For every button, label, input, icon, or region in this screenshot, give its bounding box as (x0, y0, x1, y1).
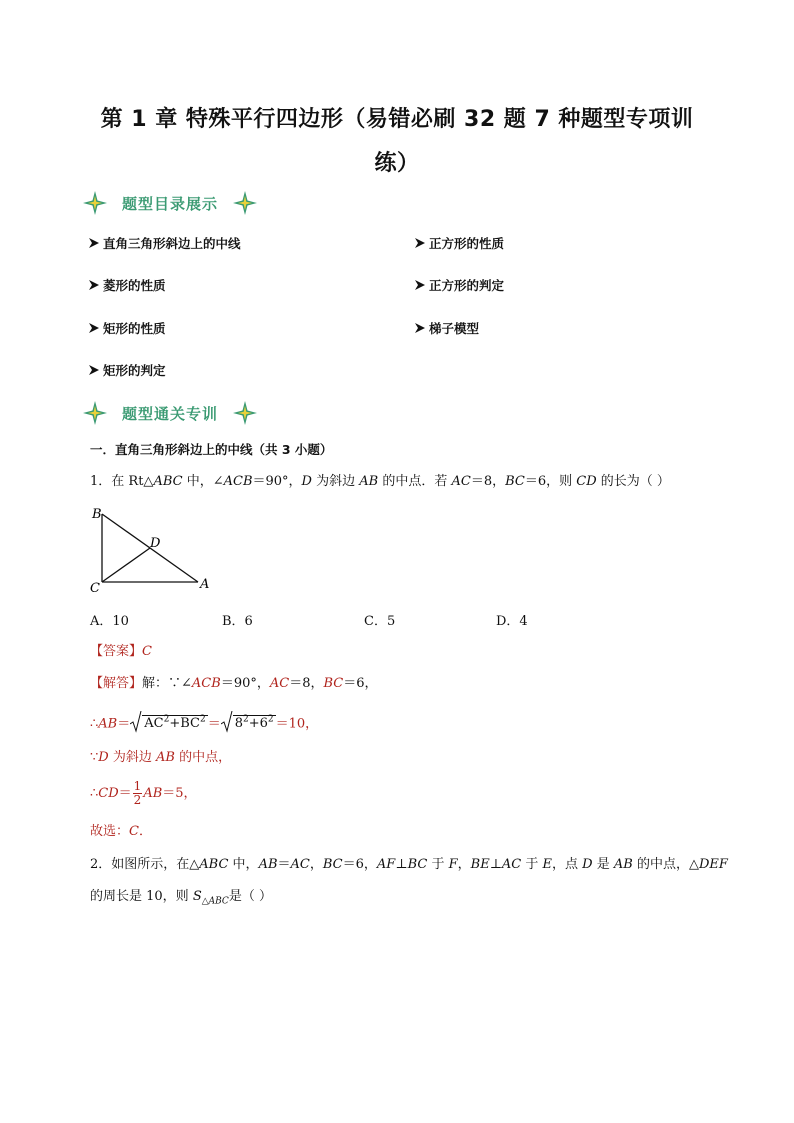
arrow-right-icon (88, 279, 100, 291)
label-d: D (150, 536, 161, 551)
toc-item-rectangle-properties[interactable]: 矩形的性质 (88, 319, 166, 337)
solution-line-5: 故选：C． (90, 824, 152, 839)
answer-value: C (142, 644, 152, 659)
section-heading: 一．直角三角形斜边上的中线（共 3 小题） (90, 442, 333, 457)
sqrt-expression-1: $AC^2+BC^2$ (130, 710, 207, 734)
solution-line-1: 【解答】解：∵∠ACB＝90°，AC＝8，BC＝6， (90, 676, 378, 691)
label-c: C (90, 581, 100, 596)
solution-line-3: ∵D 为斜边 AB 的中点， (90, 750, 232, 765)
toc-header-label: 题型目录展示 (122, 194, 219, 213)
arrow-right-icon (414, 237, 426, 249)
label-b: B (92, 507, 102, 522)
toc-item-square-criteria[interactable]: 正方形的判定 (414, 276, 504, 294)
toc-item-rectangle-criteria[interactable]: 矩形的判定 (88, 361, 166, 379)
fraction-one-half: $\frac{1}{2}$ (133, 779, 142, 807)
question-2-stem-line-2: 的周长是 10，则 $S_{\triangle ABC}$是（ ） (90, 889, 272, 907)
triangle-figure (86, 500, 216, 596)
answer-line (90, 642, 152, 662)
arrow-right-icon (88, 322, 100, 334)
option-d[interactable]: D．4 (496, 614, 528, 629)
toc-item-ladder-model[interactable]: 梯子模型 (414, 319, 479, 337)
question-1-stem: 1．在 Rt△ABC 中，∠ACB＝90°，D 为斜边 AB 的中点．若 AC＝8，BC＝6，则 CD 的长为（ ） (90, 474, 670, 489)
arrow-right-icon (414, 279, 426, 291)
sparkle-star-icon (232, 190, 258, 216)
arrow-right-icon (414, 322, 426, 334)
toc-item-median-hypotenuse[interactable]: 直角三角形斜边上的中线 (88, 234, 241, 252)
training-header-label: 题型通关专训 (122, 404, 219, 423)
solution-line-2: ∴AB＝ $AC^2+BC^2 = 8^2+6^2 =10$， (90, 710, 318, 734)
arrow-right-icon (88, 364, 100, 376)
option-c[interactable]: C．5 (364, 614, 396, 629)
sparkle-star-icon (232, 400, 258, 426)
sqrt-expression-2: $8^2+6^2$ (221, 710, 276, 734)
solution-line-4: ∴CD＝ $\frac{1}{2}$ AB＝5， (90, 779, 197, 807)
training-header (82, 400, 258, 426)
page-title: 第 1 章 特殊平行四边形（易错必刷 32 题 7 种题型专项训 练） (100, 107, 694, 176)
sparkle-star-icon (82, 190, 108, 216)
answer-tag: 【答案】 (90, 644, 143, 659)
segment-cd (102, 548, 150, 582)
sparkle-star-icon (82, 400, 108, 426)
toc-header (82, 190, 258, 216)
question-2-stem-line-1: 2．如图所示，在△ABC 中，AB＝AC，BC＝6，AF⊥BC 于 F，BE⊥AC 于 E，点 D 是 AB 的中点，△DEF (90, 857, 728, 872)
label-a: A (200, 577, 210, 592)
radical-sign (130, 711, 142, 733)
option-a[interactable]: A．10 (90, 614, 129, 629)
option-b[interactable]: B．6 (222, 614, 253, 629)
arrow-right-icon (88, 237, 100, 249)
toc-item-square-properties[interactable]: 正方形的性质 (414, 234, 504, 252)
radical-sign (221, 711, 233, 733)
toc-item-rhombus-properties[interactable]: 菱形的性质 (88, 276, 166, 294)
